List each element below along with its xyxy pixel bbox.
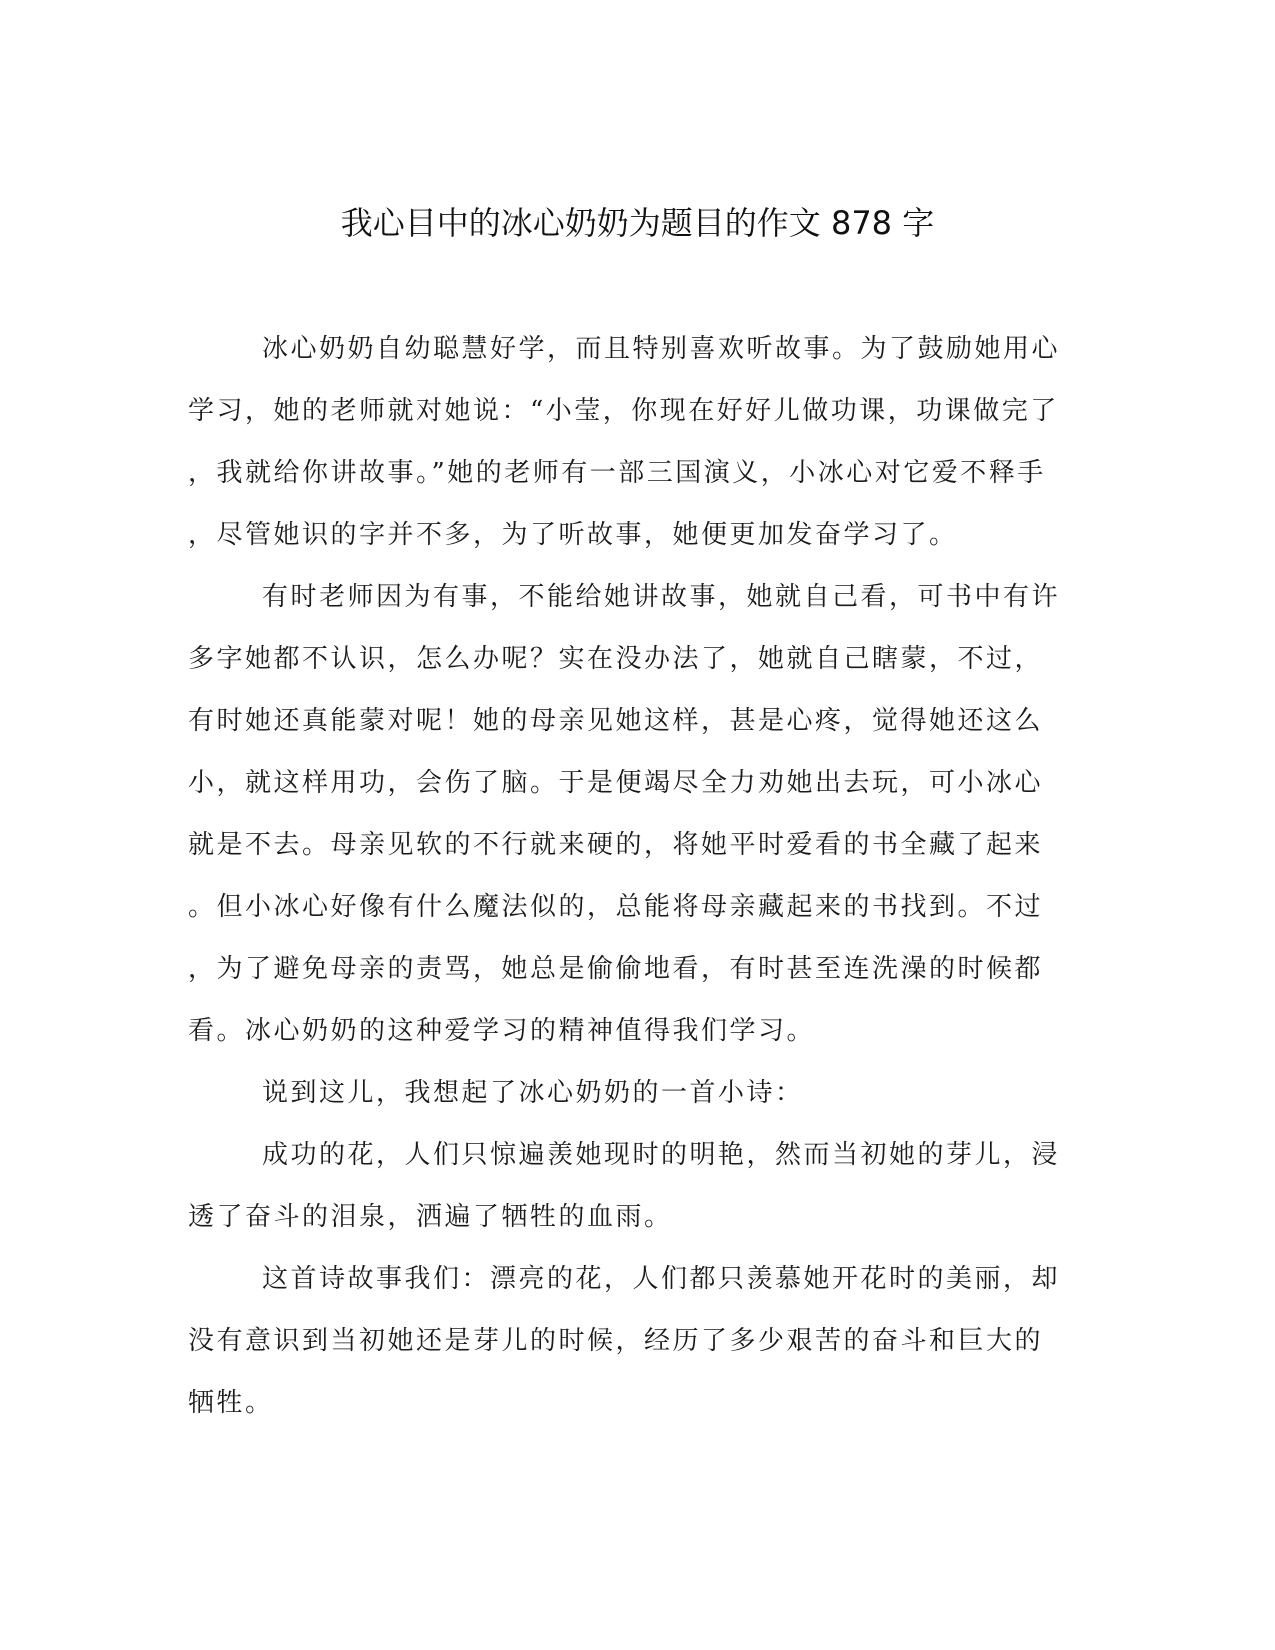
document-body	[188, 318, 1088, 1434]
text-line: 看。冰心奶奶的这种爱学习的精神值得我们学习。	[188, 1016, 816, 1046]
text-line: 成功的花，人们只惊遍羡她现时的明艳，然而当初她的芽儿，浸	[262, 1140, 1061, 1170]
paragraph-4	[188, 1124, 1088, 1248]
paragraph-5	[188, 1248, 1088, 1434]
page-title: 我心目中的冰心奶奶为题目的作文 878 字	[340, 204, 935, 242]
text-line: 多字她都不认识，怎么办呢？实在没办法了，她就自己瞎蒙，不过，	[188, 644, 1044, 674]
text-line: 没有意识到当初她还是芽儿的时候，经历了多少艰苦的奋斗和巨大的	[188, 1326, 1044, 1356]
paragraph-3	[188, 1062, 1088, 1124]
text-line: 小，就这样用功，会伤了脑。于是便竭尽全力劝她出去玩，可小冰心	[188, 768, 1044, 798]
text-line: ，我就给你讲故事。”她的老师有一部三国演义，小冰心对它爱不释手	[188, 458, 1046, 488]
paragraph-2	[188, 566, 1088, 1062]
text-line: 说到这儿，我想起了冰心奶奶的一首小诗：	[262, 1078, 804, 1108]
text-line: 牺牲。	[188, 1388, 274, 1418]
text-line: 有时她还真能蒙对呢！她的母亲见她这样，甚是心疼，觉得她还这么	[188, 706, 1044, 736]
text-line: 透了奋斗的泪泉，洒遍了牺牲的血雨。	[188, 1202, 673, 1232]
text-line: 这首诗故事我们：漂亮的花，人们都只羡慕她开花时的美丽，却	[262, 1264, 1061, 1294]
text-line: 。但小冰心好像有什么魔法似的，总能将母亲藏起来的书找到。不过	[188, 892, 1044, 922]
text-line: ，尽管她识的字并不多，为了听故事，她便更加发奋学习了。	[188, 520, 958, 550]
text-line: ，为了避免母亲的责骂，她总是偷偷地看，有时甚至连洗澡的时候都	[188, 954, 1044, 984]
text-line: 有时老师因为有事，不能给她讲故事，她就自己看，可书中有许	[262, 582, 1061, 612]
text-line: 冰心奶奶自幼聪慧好学，而且特别喜欢听故事。为了鼓励她用心	[262, 334, 1061, 364]
paragraph-1	[188, 318, 1088, 566]
text-line: 就是不去。母亲见软的不行就来硬的，将她平时爱看的书全藏了起来	[188, 830, 1044, 860]
text-line: 学习，她的老师就对她说：“小莹，你现在好好儿做功课，功课做完了	[188, 396, 1059, 426]
